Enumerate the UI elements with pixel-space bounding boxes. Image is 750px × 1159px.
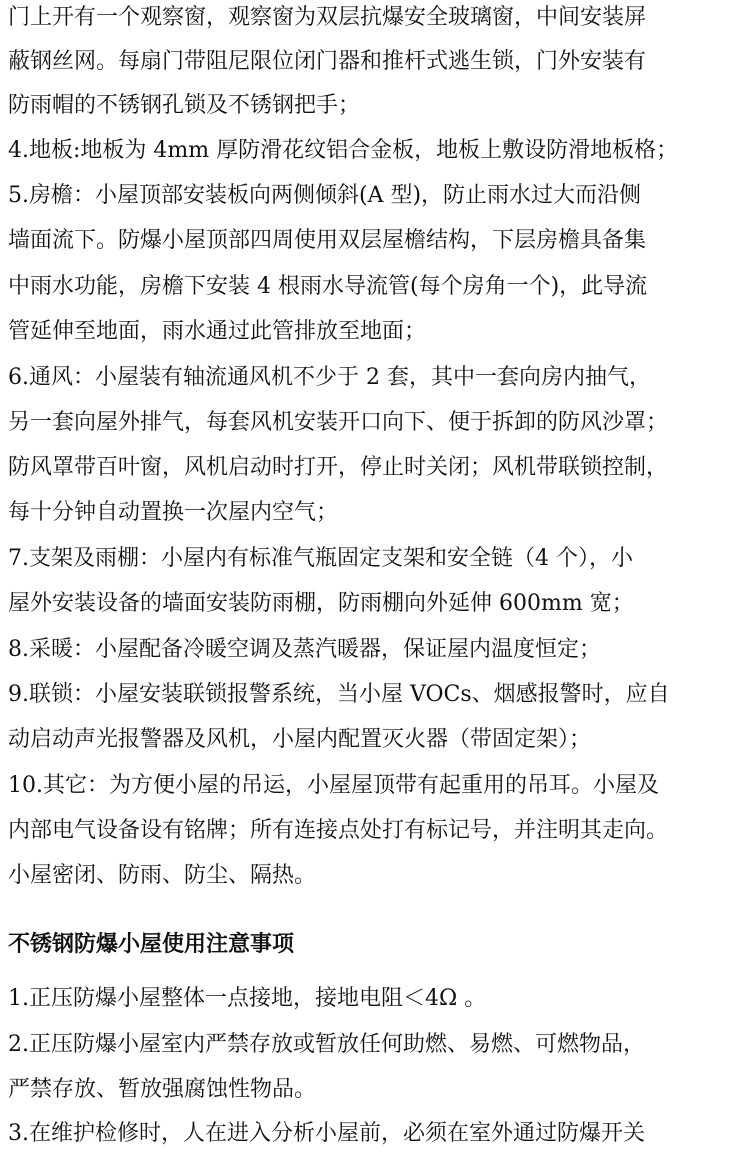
notes-line: 2.正压防爆小屋室内严禁存放或暂放任何助燃、易燃、可燃物品， xyxy=(8,1032,645,1057)
spec-line: 门上开有一个观察窗，观察窗为双层抗爆安全玻璃窗，中间安装屏 xyxy=(8,5,647,30)
spec-line: 9.联锁：小屋安装联锁报警系统，当小屋 VOCs、烟感报警时，应自 xyxy=(8,682,670,707)
spec-line: 6.通风：小屋装有轴流通风机不少于 2 套，其中一套向房内抽气， xyxy=(8,365,651,390)
notes-line: 严禁存放、暂放强腐蚀性物品。 xyxy=(8,1077,317,1102)
notes-line: 3.在维护检修时，人在进入分析小屋前，必须在室外通过防爆开关 xyxy=(8,1121,645,1146)
spec-line: 中雨水功能，房檐下安装 4 根雨水导流管(每个房角一个)，此导流 xyxy=(8,274,648,299)
spec-line: 小屋密闭、防雨、防尘、隔热。 xyxy=(8,863,317,888)
spec-line: 屋外安装设备的墙面安装防雨棚，防雨棚向外延伸 600mm 宽； xyxy=(8,591,634,616)
spec-line: 8.采暖：小屋配备冷暖空调及蒸汽暖器，保证屋内温度恒定； xyxy=(8,637,601,662)
spec-line: 5.房檐：小屋顶部安装板向两侧倾斜(A 型)，防止雨水过大而沿侧 xyxy=(8,183,642,208)
notes-line: 1.正压防爆小屋整体一点接地，接地电阻＜4Ω 。 xyxy=(8,986,487,1011)
spec-line: 墙面流下。防爆小屋顶部四周使用双层屋檐结构，下层房檐具备集 xyxy=(8,228,647,253)
spec-line: 蔽钢丝网。每扇门带阻尼限位闭门器和推杆式逃生锁，门外安装有 xyxy=(8,49,647,74)
spec-line: 动启动声光报警器及风机，小屋内配置灭火器（带固定架）； xyxy=(8,727,592,752)
spec-line: 7.支架及雨棚：小屋内有标准气瓶固定支架和安全链（4 个），小 xyxy=(8,546,633,571)
spec-line: 防雨帽的不锈钢孔锁及不锈钢把手； xyxy=(8,93,361,118)
spec-line: 另一套向屋外排气，每套风机安装开口向下、便于拆卸的防风沙罩； xyxy=(8,410,669,435)
spec-line: 防风罩带百叶窗，风机启动时打开，停止时关闭；风机带联锁控制， xyxy=(8,455,669,480)
spec-line: 内部电气设备设有铭牌；所有连接点处打有标记号，并注明其走向。 xyxy=(8,818,669,843)
spec-line: 管延伸至地面，雨水通过此管排放至地面； xyxy=(8,319,427,344)
section-heading: 不锈钢防爆小屋使用注意事项 xyxy=(8,932,295,957)
spec-line: 4.地板:地板为 4mm 厚防滑花纹铝合金板，地板上敷设防滑地板格； xyxy=(8,138,679,163)
spec-line: 每十分钟自动置换一次屋内空气； xyxy=(8,500,339,525)
spec-line: 10.其它：为方便小屋的吊运，小屋屋顶带有起重用的吊耳。小屋及 xyxy=(8,773,659,798)
